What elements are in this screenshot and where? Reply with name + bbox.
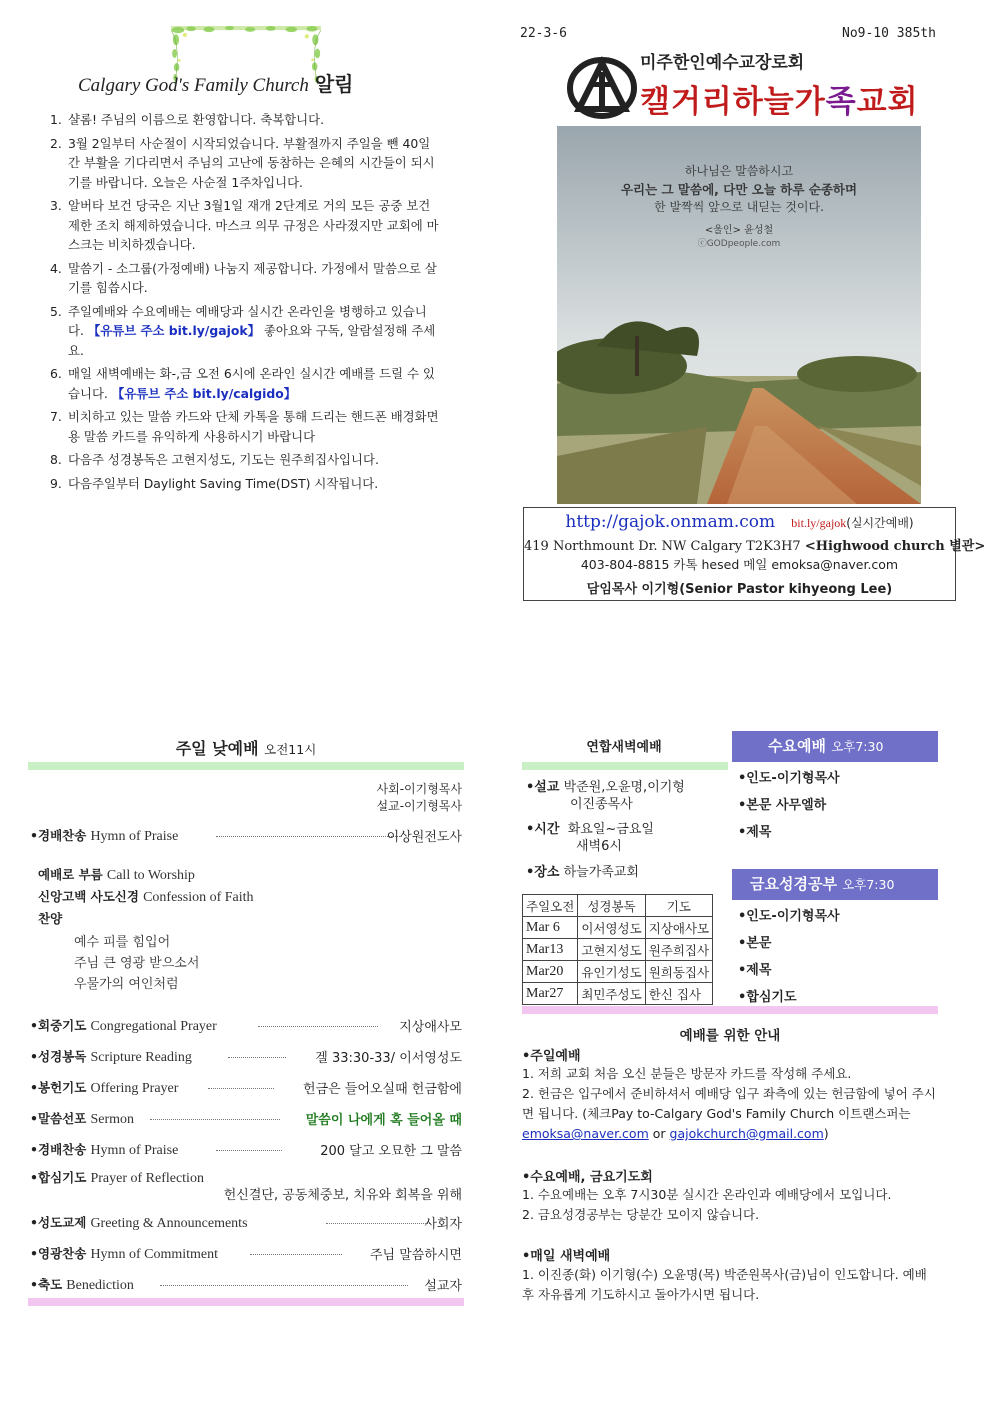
table-cell: 최민주성도 — [578, 983, 645, 1005]
guide-dawn-heading: •매일 새벽예배 — [522, 1249, 611, 1264]
friday-item: •본문 — [738, 936, 772, 951]
table-cell: 고현지성도 — [578, 939, 645, 961]
liturgy-row: •성경봉독 Scripture Reading 겔 33:30-33/ 이서영성도 — [30, 1049, 462, 1066]
table-header: 기도 — [645, 895, 712, 917]
sunday-service-title: 주일 낮예배 오전11시 — [175, 739, 317, 758]
worship-guide-title: 예배를 위한 안내 — [679, 1028, 781, 1044]
table-row — [523, 983, 713, 1005]
wednesday-item: •본문 사무엘하 — [738, 798, 827, 813]
address-line: 419 Northmount Dr. NW Calgary T2K3H7 <Highwood church 별관> — [524, 539, 986, 554]
notice-list — [50, 110, 440, 497]
guide-wed-heading: •수요예배, 금요기도회 — [522, 1170, 653, 1185]
scripture-line: 한 발짝씩 앞으로 내딛는 것이다. — [654, 200, 824, 214]
friday-item: •인도-이기형목사 — [738, 909, 840, 924]
union-sermon: •설교 박준원,오윤명,이기형 — [526, 780, 685, 795]
table-cell: 원주희집사 — [645, 939, 712, 961]
liturgy-row: 찬양 — [38, 911, 63, 926]
song-item: 예수 피를 힘입어 — [74, 935, 171, 950]
section-divider — [28, 762, 464, 770]
guide-sunday-text: 1. 저희 교회 처음 오신 분들은 방문자 카드를 작성해 주세요. 2. 헌금은 입구에서 준비하셔서 예배당 입구 좌측에 있는 헌금함에 넣어 주시면 됩니다. (체크Pay to-Calgary God's Family Church 이트랜스퍼는 emoksa@naver.com or gajokchurch@gmail.com) — [522, 1066, 936, 1141]
bulletin-issue: No9-10 385th — [842, 26, 936, 41]
section-divider — [28, 1298, 464, 1306]
email-link[interactable]: gajokchurch@gmail.com — [669, 1126, 824, 1141]
phone-line: 403-804-8815 카톡 hesed 메일 emoksa@naver.com — [580, 557, 899, 572]
table-cell: Mar27 — [523, 983, 578, 1005]
friday-study-header: 금요성경공부 오후7:30 — [732, 869, 938, 900]
liturgy-row: 예배로 부름 Call to Worship — [38, 867, 195, 883]
table-row — [523, 961, 713, 983]
bulletin-date: 22-3-6 — [520, 26, 567, 41]
friday-item: •합심기도 — [738, 990, 797, 1005]
guide-dawn-text: 1. 이진종(화) 이기형(수) 오윤명(목) 박준원목사(금)님이 인도합니다. 예배 후 자유롭게 기도하시고 돌아가시면 됩니다. — [522, 1267, 927, 1302]
section-divider — [522, 1006, 938, 1014]
service-host: 사회-이기형목사 — [376, 782, 462, 796]
liturgy-row: •합심기도 Prayer of Reflection 헌신결단, 공동체중보, 치유와 회복을 위해 — [30, 1170, 462, 1203]
union-dawn-title: 연합새벽예배 — [586, 740, 662, 755]
notice-title: Calgary God's Family Church 알림 — [78, 72, 354, 96]
wednesday-service-header: 수요예배 오후7:30 — [732, 731, 938, 762]
table-cell: 원희동집사 — [645, 961, 712, 983]
notice-item: 5. 주일예배와 수요예배는 예배당과 실시간 온라인을 병행하고 있습니다. 【유튜브 주소 bit.ly/gajok】 좋아요와 구독, 알람설정해 주세요. — [50, 303, 436, 358]
song-item: 주님 큰 영광 받으소서 — [74, 956, 200, 971]
pastor-line: 담임목사 이기형(Senior Pastor kihyeong Lee) — [586, 582, 893, 597]
table-cell: 지상애사모 — [645, 917, 712, 939]
denomination-name: 미주한인예수교장로회 — [640, 53, 805, 73]
liturgy-row: •성도교제 Greeting & Announcements 사회자 — [30, 1215, 462, 1232]
table-cell: Mar20 — [523, 961, 578, 983]
notice-item: 9. 다음주일부터 Daylight Saving Time(DST) 시작됩니다. — [50, 475, 379, 491]
scripture-line: 우리는 그 말씀에, 다만 오늘 하루 순종하며 — [620, 182, 858, 197]
table-cell: Mar13 — [523, 939, 578, 961]
liturgy-row: •경배찬송 Hymn of Praise 이상원전도사 — [30, 828, 462, 845]
image-credit: ⓒGODpeople.com — [697, 239, 781, 249]
notice-item: 1. 샬롬! 주님의 이름으로 환영합니다. 축복합니다. — [50, 112, 325, 127]
table-cell: 한신 집사 — [645, 983, 712, 1005]
scripture-photo — [557, 126, 921, 504]
youtube-link[interactable]: 【유튜브 주소 bit.ly/calgido】 — [111, 385, 297, 401]
union-sermon-2: 이진종목사 — [570, 797, 633, 812]
contact-box: http://gajok.onmam.com bit.ly/gajok(실시간예배) 419 Northmount Dr. NW Calgary T2K3H7 <Highwood church 별관> 403-804-8815 카톡 hesed 메일 emoksa@naver.com 담임목사 이기형(Senior Pastor kihyeong Lee) — [523, 507, 956, 601]
table-header: 성경봉독 — [578, 895, 645, 917]
liturgy-row: •영광찬송 Hymn of Commitment 주님 말씀하시면 — [30, 1246, 462, 1263]
table-row — [523, 917, 713, 939]
table-header-row — [523, 895, 713, 917]
table-row — [523, 939, 713, 961]
notice-title-ko: 알림 — [314, 72, 354, 96]
union-place: •장소 하늘가족교회 — [526, 865, 639, 880]
notice-item: 3. 알버타 보건 당국은 지난 3월1일 재개 2단계로 거의 모든 공중 보건 제한 조치 해제하였습니다. 마스크 의무 규정은 사라졌지만 교회에 마스크는 비치하겠습니다. — [50, 198, 439, 252]
scripture-line: 하나님은 말씀하시고 — [684, 164, 794, 178]
notice-item: 4. 말씀기 - 소그룹(가정예배) 나눔지 제공합니다. 가정에서 말씀으로 살기를 힘씁시다. — [50, 260, 437, 295]
reading-schedule-table — [522, 894, 713, 1005]
liturgy-row: •봉헌기도 Offering Prayer 헌금은 들어오실때 헌금함에 — [30, 1080, 462, 1097]
guide-wed-text: 1. 수요예배는 오후 7시30분 실시간 온라인과 예배당에서 모입니다. 2. 금요성경공부는 당분간 모이지 않습니다. — [522, 1187, 892, 1222]
liturgy-row: •말씀선포 Sermon 말씀이 나에게 혹 들어올 때 — [30, 1111, 462, 1128]
church-logo-icon — [566, 50, 638, 120]
table-cell: 이서영성도 — [578, 917, 645, 939]
church-name: 캘거리하늘가족교회 — [640, 84, 919, 120]
liturgy-row: •회중기도 Congregational Prayer 지상애사모 — [30, 1018, 462, 1035]
service-preacher: 설교-이기형목사 — [376, 799, 462, 813]
table-cell: 유인기성도 — [578, 961, 645, 983]
section-divider — [522, 762, 728, 770]
email-link[interactable]: emoksa@naver.com — [522, 1126, 649, 1141]
notice-item: 7. 비치하고 있는 말씀 카드와 단체 카톡을 통해 드리는 핸드폰 배경화면용 말씀 카드를 유익하게 사용하시기 바랍니다 — [50, 409, 439, 444]
liturgy-row: •경배찬송 Hymn of Praise 200 달고 오묘한 그 말씀 — [30, 1142, 462, 1159]
guide-sunday-heading: •주일예배 — [522, 1049, 581, 1064]
union-time: •시간 화요일~금요일 — [526, 822, 654, 837]
friday-item: •제목 — [738, 963, 772, 978]
notice-item: 2. 3월 2일부터 사순절이 시작되었습니다. 부활절까지 주일을 뺀 40일간 부활을 기다리면서 주님의 고난에 동참하는 은혜의 시간들이 되시기를 바랍니다. 오늘은 사순절 1주차입니다. — [50, 135, 435, 190]
liturgy-row: 신앙고백 사도신경 Confession of Faith — [38, 889, 254, 905]
wednesday-item: •제목 — [738, 825, 772, 840]
table-cell: Mar 6 — [523, 917, 578, 939]
youtube-link[interactable]: 【유튜브 주소 bit.ly/gajok】 — [87, 323, 260, 338]
scripture-source: <울인> 윤성철 — [704, 225, 774, 236]
song-item: 우물가의 여인처럼 — [74, 977, 179, 992]
liturgy-row: •축도 Benediction 설교자 — [30, 1277, 462, 1294]
wednesday-item: •인도-이기형목사 — [738, 771, 840, 786]
notice-item: 6. 매일 새벽예배는 화-,금 오전 6시에 온라인 실시간 예배를 드릴 수 있습니다. 【유튜브 주소 bit.ly/calgido】 — [50, 366, 435, 401]
live-link[interactable]: bit.ly/gajok — [791, 516, 847, 530]
table-header: 주일오전 — [523, 895, 578, 917]
website-link[interactable]: http://gajok.onmam.com — [565, 512, 776, 532]
union-time-2: 새벽6시 — [576, 839, 622, 854]
notice-item: 8. 다음주 성경봉독은 고현지성도, 기도는 원주희집사입니다. — [50, 452, 379, 467]
